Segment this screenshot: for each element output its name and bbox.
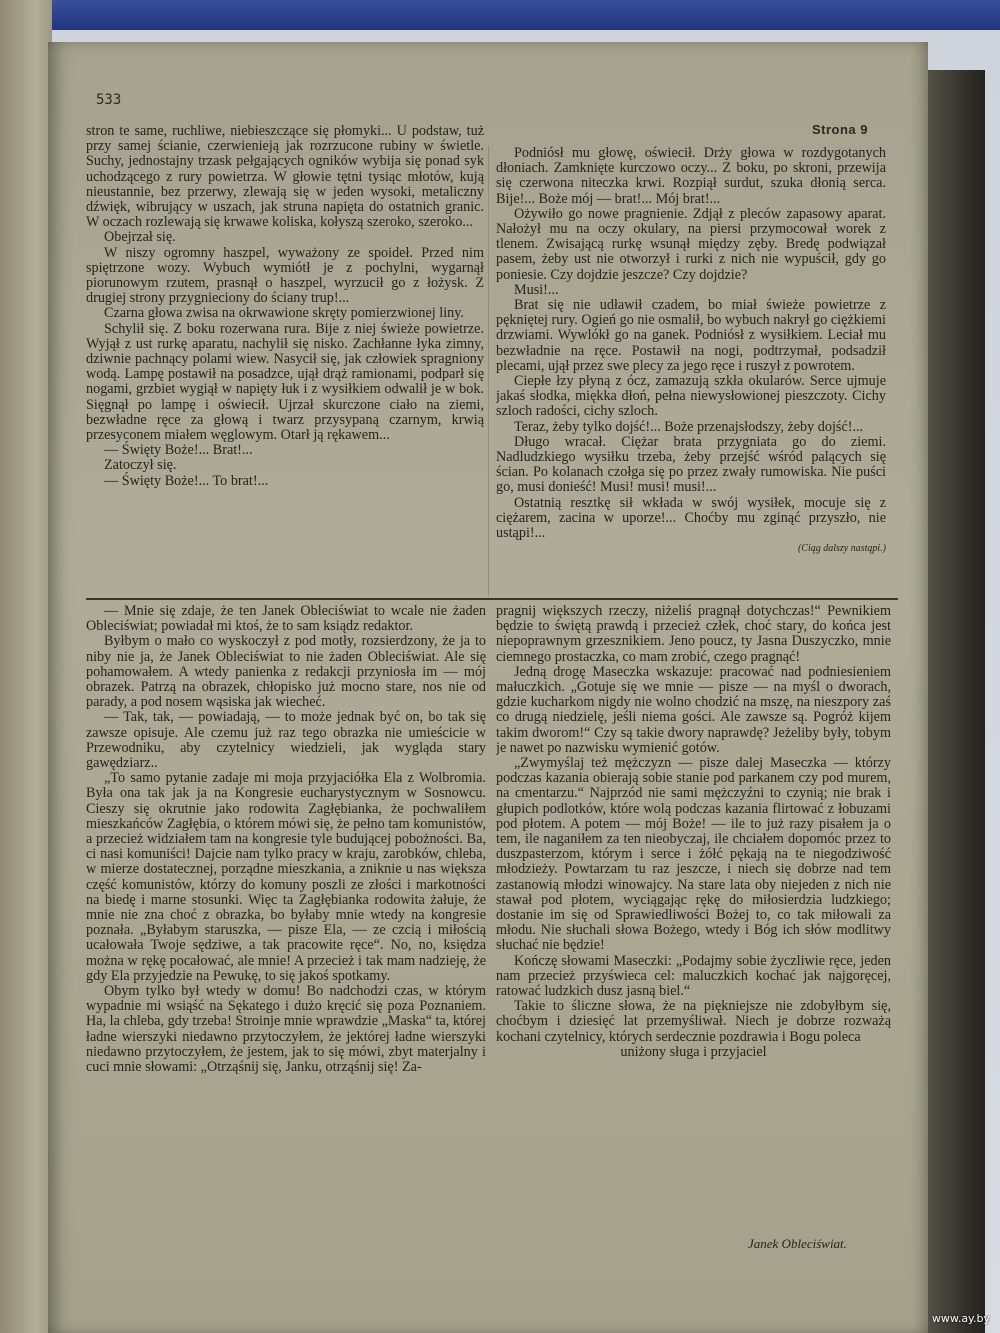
- paragraph: — Tak, tak, — powiadają, — to może jednak być on, bo tak się zawsze opisuje. Ale czemu już raz tego obrazka nie umieścicie w Przewodniku, aby czytelnicy wiedzieli, jak wygląda stary gawędziarz..: [86, 709, 486, 772]
- paragraph: Takie to śliczne słowa, że na piękniejsze nie zdobyłbym się, choćbym i dziesięć lat przemyśliwał. Niech je dobrze rozważą kochani czytelnicy, których serdecznie pozdrawia i Bogu poleca: [496, 998, 891, 1045]
- watermark: www.ay.by: [931, 1312, 990, 1325]
- page-number: 533: [96, 92, 122, 108]
- paragraph: — Święty Boże!... To brat!...: [104, 472, 269, 489]
- paragraph: Schylił się. Z boku rozerwana rura. Bije z niej świeże powietrze. Wyjął z ust rurkę aparatu, nachylił się nisko. Zachłanne łyka zimny, dziwnie pachnący polami wiew. Nasycił się, jak człowiek spragniony wodą. Lampę postawił na posadzce, ujął drąż ramionami, podparł się nogami, grzbiet wygiął w napięty łuk i z wysiłkiem odwalił je w bok. Sięgnął po lampę i oświecił. Ujrzał skurczone ciało na ziemi, bezwładne ręce za głową i twarz przysypaną czarnym, krwią przesyconem miałem węglowym. Otarł ją rękawem...: [86, 320, 484, 444]
- paragraph: Byłbym o mało co wyskoczył z pod motły, rozsierdzony, że ja to niby nie ja, że Janek Obleciświat to nie żaden Obleciświat. Ale się pohamowałem. A wtedy panienka z redakcji przyniosła im — mój obrazek. Patrzą na obrazek, chłopisko już mocno stare, nos nie od parady, a pod nosem wąsiska jak wiecheć.: [86, 633, 486, 711]
- paragraph: uniżony sługa i przyjaciel: [620, 1043, 767, 1060]
- paragraph: „Zwymyślaj też mężczyzn — pisze dalej Maseczka — którzy podczas kazania obierają sobie stanie pod parkanem czy pod murem, na cmentarzu.“ Najprzód nie sami mężczyźni to czynią; nie brak i głupich podlotków, które wolą podczas kazania flirtować z łobuzami pod płotem. A potem — mój Boże! — ile to już razy pisałem ja o tem, ile naganiłem za ten nieobyczaj, ile chciałem dopomóc przez to duszpasterzom, którym i serce i żółć pękają na te niegodziwość młodzieży. Powtarzam tu raz jeszcze, i niech się dobrze nad tem zastanowią młodzi winowajcy. Na stare lata oby niejeden z nich nie stawał pod płotem, wyciągając rękę do miłosierdzia ludzkiego; dostanie im się od Sprawiedliwości Bożej to, co tak miłowali za młodu. Nie słuchali słowa Bożego, wtedy i Bóg ich słów modlitwy słuchać nie będzie!: [496, 755, 891, 954]
- section-rule: [86, 598, 898, 600]
- paragraph: „To samo pytanie zadaje mi moja przyjaciółka Ela z Wolbromia. Była ona tak jak ja na Kongresie eucharystycznym w Sosnowcu. Cieszy się okrutnie jako rodowita Zagłębianka, że pochwaliłem mieszkańców Zagłębia, o którem mówi się, że pełno tam komunistów, a przecież widziałem tam na kongresie tyle budującej pobożności. Ba, ci nasi komuniści! Dajcie nam tylko pracy w kraju, zarobków, chleba, w mierze dostatecznej, porządne mieszkania, a zniknie u nas większa część komunistów, którzy do komuny poszli ze złości i markotności na biedę i marne stosunki. Więc ta Zagłębianka rodowita żałuje, że mnie nie zna choć z obrazka, bo byłaby mnie wtedy na kongresie poznała. „Byłabym staruszka, — pisze Ela, — ze czcią i miłością ucałowała Twoje sędziwe, a tak pracowite ręce“. No, no, księdza można w rękę pocałować, ale mnie! A przecież i tak mam nadzieję, że gdy Ela przyjedzie na Pewukę, to się jakoś spotkamy.: [86, 770, 486, 984]
- article-column-top-right: [496, 146, 886, 636]
- paragraph: W niszy ogromny haszpel, wyważony ze spoideł. Przed nim spiętrzone wozy. Wybuch wymiótł je z pochylni, wygarnął piorunowym rzutem, prasnął o haszpel, wyrzucił go z łożysk. Z drugiej strony przygnieciony do ściany trup!...: [86, 244, 484, 307]
- paragraph: Kończę słowami Maseczki: „Podajmy sobie życzliwie ręce, jeden nam przecież przyświeca cel: maluczkich kochać jak najgoręcej, ratować ludzkich dusz jasną biel.“: [496, 952, 891, 1000]
- paragraph: Obym tylko był wtedy w domu! Bo nadchodzi czas, w którym wypadnie mi wsiąść na Sękatego i dużo kręcić się poza Poznaniem. Ha, la chleba, gdy trzeba! Stroinje mnie wprawdzie „Maska“ ta, której ładne wierszyki niedawno przytoczyłem, że jektórej ładne wierszyki niedawno przytoczyłem, że jestem, jak to się mówi, zbyt materjalny i cuci mnie słowami: „Otrząśnij się, Janku, otrząśnij się! Za-: [86, 983, 486, 1076]
- paragraph: Ożywiło go nowe pragnienie. Zdjął z pleców zapasowy aparat. Nałożył mu na oczy okulary, na piersi przymocował worek z tlenem. Zwisającą rurkę wsunął między zęby. Bredę podwiązał pasem, żeby ust nie otworzył i rurki z nich nie wypuścił, gdy go poniesie. Czy dojdzie jeszcze? Czy dojdzie?: [496, 205, 886, 283]
- article-column-top-left: [86, 124, 484, 636]
- left-page-edge: [0, 0, 52, 1333]
- paragraph: Ciepłe łzy płyną z ócz, zamazują szkła okularów. Serce ujmuje jakaś słodka, miękka dłoń, pełna niewysłowionej pieszczoty. Cichy szloch radości, cichy szloch.: [496, 373, 886, 420]
- column-divider: [488, 146, 489, 596]
- paragraph: Zatoczył się.: [104, 457, 177, 474]
- paragraph: Długo wracał. Ciężar brata przygniata go do ziemi. Nadludzkiego wysiłku trzeba, żeby przejść wśród palących się ścian. Po kolanach czołga się po przez zwały rumowiska. Nie puści go, musi donieść! Musi! musi! musi!...: [496, 433, 886, 496]
- author-signature: Janek Obleciświat.: [748, 1236, 847, 1251]
- newspaper-page: [48, 42, 928, 1333]
- paragraph: Jedną drogę Maseczka wskazuje: pracować nad podniesieniem małuczkich. „Gotuje się we mnie — pisze — na myśl o dworach, gdzie kucharkom nigdy nie wolno chodzić na mszę, na nieszpory zaś co drugą niedzielę, jeśli niema gości. Ale zawsze są. Pogróż kijem takim dworom!“ Czy są takie dwory naprawdę? Jeżeliby były, tobym je nawet po nazwisku wymienić gotów.: [496, 663, 891, 756]
- page-label: Strona 9: [811, 122, 868, 137]
- paragraph: Obejrzał się.: [104, 229, 176, 246]
- paragraph: Podniósł mu głowę, oświecił. Drży głowa w rozdygotanych dłoniach. Zamknięte kurczowo oczy... Z boku, po skroni, przewija się czerwona niteczka krwi. Rozpiął surdut, szuka dłonią serca. Bije!... Boże mój — brat!... Mój brat!...: [496, 146, 886, 207]
- paragraph: Ostatnią resztkę sił wkłada w swój wysiłek, mocuje się z ciężarem, zacina w uporze!... Choćby mu zginąć przyszło, nie ustąpi!...: [496, 494, 886, 542]
- paragraph: pragnij większych rzeczy, niżeliś pragnął dotychczas!“ Pewnikiem będzie to świętą prawdą i przecież człek, choć stary, do końca jest niepoprawnym grzesznikiem. Jeno poucz, ty Jasna Duszyczko, mnie ciemnego prostaczka, co mam zrobić, czego pragnąć!: [496, 604, 891, 665]
- paragraph: Brat się nie udławił czadem, bo miał świeże powietrze z pękniętej rury. Ogień go nie osmalił, bo wybuch nakrył go ciężkiemi drzwiami. Wywlókł go na ganek. Podniósł z wysiłkiem. Leciał mu bezwładnie na ręce. Postawił na nogi, podtrzymał, podsadził plecami, ujął przez swe plecy za jego ręce i ruszył z powrotem.: [496, 297, 886, 374]
- paragraph: — Mnie się zdaje, że ten Janek Obleciświat to wcale nie żaden Obleciświat; powiadał mi ktoś, że to sam ksiądz redaktor.: [86, 604, 486, 635]
- article-column-bottom-left: [86, 604, 486, 1329]
- paragraph: — Święty Boże!... Brat!...: [104, 442, 253, 459]
- paragraph: Teraz, żeby tylko dojść!... Boże przenajsłodszy, żeby dojść!...: [514, 418, 864, 435]
- paragraph: stron te same, ruchliwe, niebieszczące się płomyki... U podstaw, tuż przy samej ścianie, czerwienieją jak rozrzucone rubiny w świetle. Suchy, jednostajny trzask pełgających ogników wybija się ponad syk uchodzącego z rury powietrza. W głowie tętni tysiąc młotów, kują nieustannie, bez przerwy, zlewają się w jeden wysoki, metaliczny dźwięk, wibrujący w uszach, jak struna napięta do ostatnich granic. W oczach rozlewają się krwawe koliska, kołyszą szeroko, szeroko...: [86, 124, 484, 231]
- paragraph: Czarna głowa zwisa na okrwawione skręty pomierzwionej liny.: [104, 305, 464, 322]
- article-column-bottom-right: [496, 604, 891, 1244]
- paragraph: Musi!...: [514, 281, 559, 298]
- continuation-note: (Ciąg dalszy nastąpi.): [797, 543, 886, 555]
